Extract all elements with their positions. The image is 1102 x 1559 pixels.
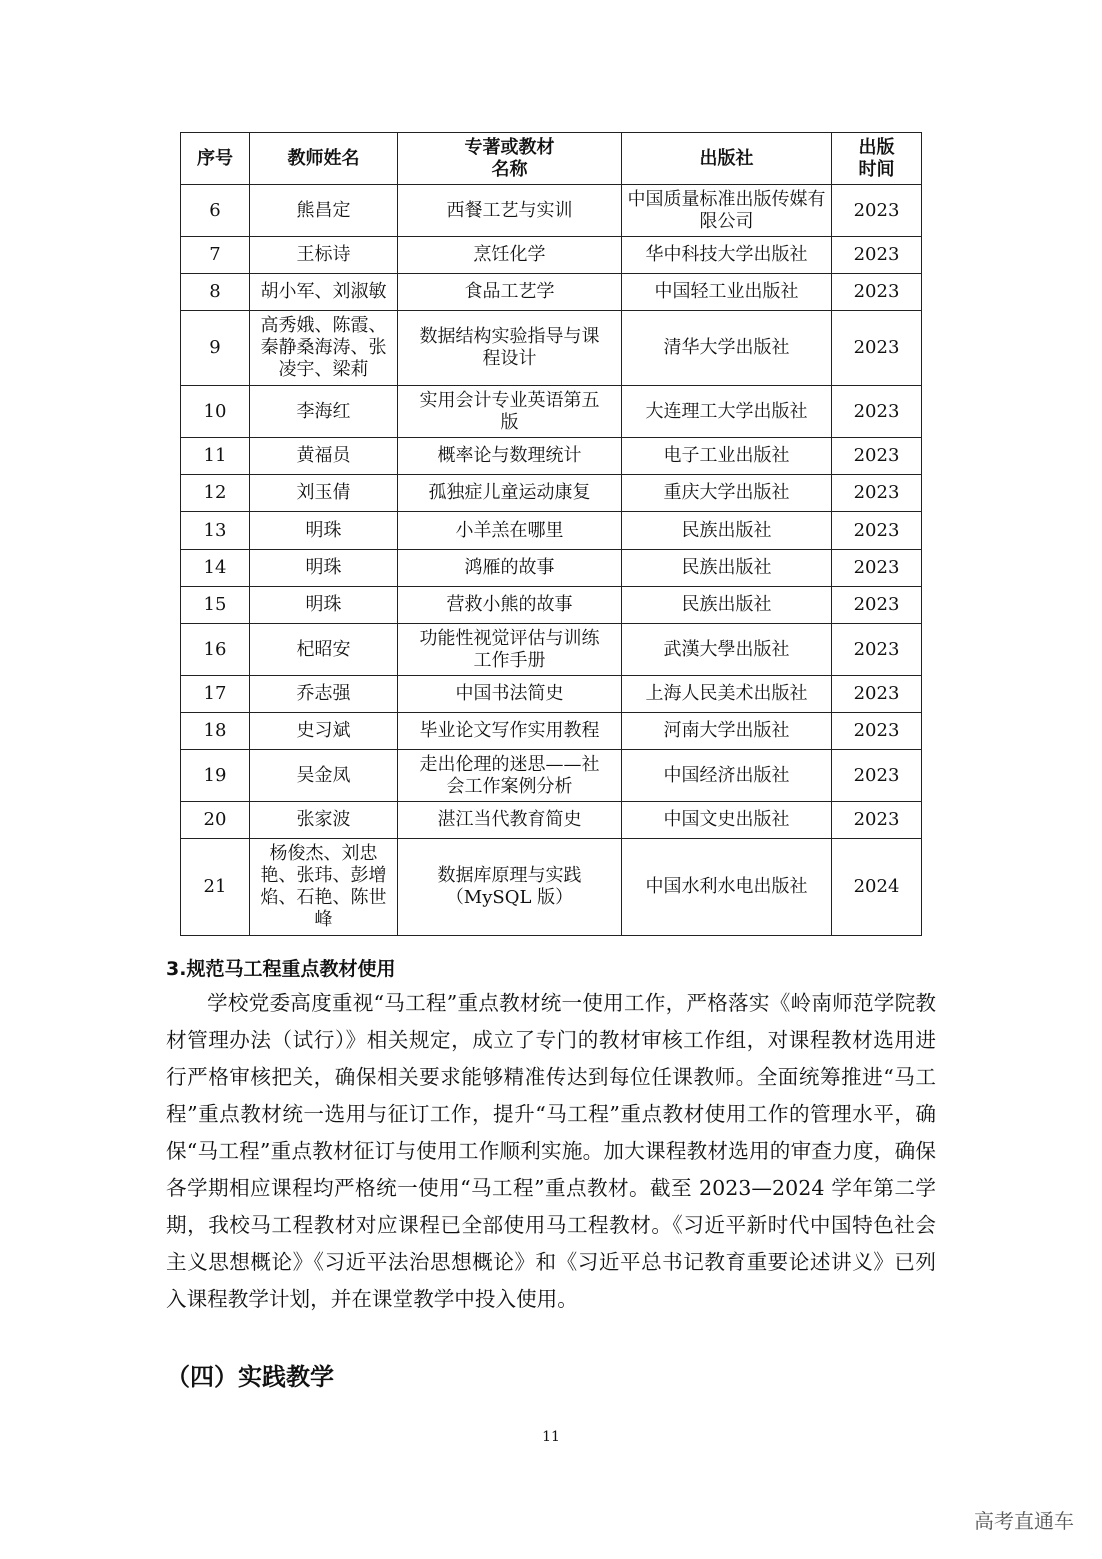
cell-teacher — [250, 750, 398, 802]
cell-number: 13 — [181, 512, 250, 550]
cell-title — [398, 274, 622, 311]
cell-year: 2023 — [832, 676, 922, 713]
cell-publisher — [622, 624, 832, 676]
cell-year: 2023 — [832, 438, 922, 475]
cell-year: 2023 — [832, 274, 922, 311]
cell-number: 9 — [181, 311, 250, 386]
table-row — [181, 750, 922, 802]
cell-title — [398, 438, 622, 475]
cell-publisher-line: 中国经济出版社 — [663, 764, 790, 786]
section-subheading: （四）实践教学 — [166, 1363, 334, 1391]
header-teacher: 教师姓名 — [250, 133, 398, 185]
cell-number: 21 — [181, 839, 250, 936]
cell-number: 12 — [181, 475, 250, 512]
cell-title-line: 湛江当代教育简史 — [437, 809, 582, 830]
table-row — [181, 237, 922, 274]
cell-title-line: 孤独症儿童运动康复 — [428, 482, 591, 503]
cell-publisher — [622, 274, 832, 311]
textbook-table — [180, 132, 922, 936]
cell-title — [398, 512, 622, 550]
cell-teacher-line: 明珠 — [305, 557, 342, 578]
table-row — [181, 274, 922, 311]
cell-title — [398, 386, 622, 438]
cell-year: 2023 — [832, 750, 922, 802]
cell-publisher-line: 电子工业出版社 — [663, 445, 790, 466]
cell-number: 18 — [181, 713, 250, 750]
cell-publisher — [622, 839, 832, 936]
cell-title-line: 功能性视觉评估与训练 — [419, 627, 600, 649]
cell-publisher — [622, 185, 832, 237]
cell-number: 19 — [181, 750, 250, 802]
cell-number: 7 — [181, 237, 250, 274]
cell-number: 15 — [181, 587, 250, 624]
table-row — [181, 386, 922, 438]
cell-teacher — [250, 624, 398, 676]
cell-teacher — [250, 237, 398, 274]
cell-publisher-line: 中国轻工业出版社 — [654, 281, 799, 302]
cell-year: 2023 — [832, 802, 922, 839]
cell-year: 2023 — [832, 475, 922, 512]
cell-number: 8 — [181, 274, 250, 311]
cell-number: 6 — [181, 185, 250, 237]
cell-year: 2023 — [832, 386, 922, 438]
cell-title — [398, 311, 622, 386]
cell-title — [398, 713, 622, 750]
cell-publisher — [622, 237, 832, 274]
cell-year: 2023 — [832, 237, 922, 274]
table-header-row — [181, 133, 922, 185]
cell-title — [398, 624, 622, 676]
table-row — [181, 713, 922, 750]
cell-teacher — [250, 713, 398, 750]
cell-teacher-line: 焰、石艳、陈世 — [260, 887, 387, 908]
table-row — [181, 839, 922, 936]
table-row — [181, 587, 922, 624]
cell-title-line: （MySQL 版） — [445, 887, 574, 908]
cell-teacher — [250, 438, 398, 475]
cell-teacher — [250, 587, 398, 624]
cell-title-line: 会工作案例分析 — [446, 775, 573, 797]
cell-title-line: 数据库原理与实践 — [437, 865, 582, 886]
cell-teacher-line: 吴金凤 — [296, 764, 351, 786]
table-row — [181, 512, 922, 550]
cell-publisher-line: 限公司 — [699, 210, 754, 232]
cell-teacher — [250, 311, 398, 386]
header-title: 专著或教材 名称 — [398, 133, 622, 185]
cell-title — [398, 587, 622, 624]
cell-teacher-line: 明珠 — [305, 594, 342, 615]
cell-publisher-line: 河南大学出版社 — [663, 720, 790, 741]
cell-teacher-line: 黄福员 — [296, 445, 351, 466]
table-row — [181, 438, 922, 475]
cell-title — [398, 237, 622, 274]
cell-publisher-line: 中国质量标准出版传媒有 — [627, 188, 826, 210]
cell-publisher-line: 民族出版社 — [681, 519, 772, 541]
cell-title-line: 毕业论文写作实用教程 — [419, 720, 600, 741]
cell-publisher-line: 大连理工大学出版社 — [645, 400, 808, 422]
cell-year: 2024 — [832, 839, 922, 936]
cell-title-line: 版 — [500, 411, 519, 433]
cell-number: 11 — [181, 438, 250, 475]
cell-year: 2023 — [832, 185, 922, 237]
table-row — [181, 475, 922, 512]
cell-year: 2023 — [832, 713, 922, 750]
cell-title — [398, 802, 622, 839]
cell-teacher-line: 张家波 — [296, 809, 351, 830]
cell-number: 16 — [181, 624, 250, 676]
cell-teacher-line: 胡小军、刘淑敏 — [260, 281, 387, 302]
cell-title — [398, 475, 622, 512]
cell-publisher-line: 民族出版社 — [681, 557, 772, 578]
table-row — [181, 624, 922, 676]
cell-teacher-line: 艳、张玮、彭增 — [260, 865, 387, 886]
cell-title-line: 食品工艺学 — [464, 281, 555, 302]
cell-title — [398, 839, 622, 936]
page-number: 11 — [542, 1429, 560, 1445]
cell-publisher — [622, 475, 832, 512]
cell-number: 10 — [181, 386, 250, 438]
cell-teacher-line: 秦静桑海涛、张 — [260, 337, 387, 358]
table-row — [181, 550, 922, 587]
cell-title — [398, 676, 622, 713]
cell-teacher-line: 熊昌定 — [296, 199, 351, 221]
cell-teacher-line: 刘玉倩 — [296, 482, 351, 503]
cell-title-line: 西餐工艺与实训 — [446, 199, 573, 221]
cell-publisher-line: 中国水利水电出版社 — [645, 876, 808, 897]
cell-title — [398, 750, 622, 802]
table-row — [181, 185, 922, 237]
cell-publisher-line: 上海人民美术出版社 — [645, 683, 808, 704]
cell-teacher-line: 杞昭安 — [296, 638, 351, 660]
cell-title-line: 程设计 — [482, 348, 537, 369]
cell-title-line: 营救小熊的故事 — [446, 594, 573, 615]
header-year: 出版 时间 — [832, 133, 922, 185]
cell-teacher-line: 王标诗 — [296, 244, 351, 265]
table-body — [181, 185, 922, 936]
cell-teacher — [250, 475, 398, 512]
cell-title-line: 工作手册 — [473, 649, 546, 671]
cell-publisher — [622, 713, 832, 750]
cell-teacher-line: 高秀娥、陈霞、 — [260, 315, 387, 336]
cell-teacher — [250, 185, 398, 237]
cell-teacher-line: 明珠 — [305, 519, 342, 541]
cell-teacher-line: 凌宇、梁莉 — [278, 359, 369, 380]
header-number: 序号 — [181, 133, 250, 185]
cell-title — [398, 550, 622, 587]
cell-publisher-line: 清华大学出版社 — [663, 337, 790, 358]
cell-year: 2023 — [832, 311, 922, 386]
cell-title-line: 烹饪化学 — [473, 244, 546, 265]
cell-publisher-line: 重庆大学出版社 — [663, 482, 790, 503]
header-publisher: 出版社 — [622, 133, 832, 185]
cell-publisher — [622, 550, 832, 587]
cell-teacher — [250, 512, 398, 550]
cell-teacher — [250, 550, 398, 587]
cell-teacher-line: 史习斌 — [296, 720, 351, 741]
cell-publisher-line: 武漢大學出版社 — [663, 638, 790, 660]
cell-publisher — [622, 438, 832, 475]
cell-title-line: 数据结构实验指导与课 — [419, 326, 600, 347]
cell-publisher-line: 中国文史出版社 — [663, 809, 790, 830]
table-row — [181, 311, 922, 386]
cell-title-line: 小羊羔在哪里 — [455, 519, 564, 541]
cell-title-line: 实用会计专业英语第五 — [419, 389, 600, 411]
cell-publisher — [622, 311, 832, 386]
section-heading: 3.规范马工程重点教材使用 — [166, 958, 396, 980]
cell-teacher — [250, 386, 398, 438]
cell-number: 17 — [181, 676, 250, 713]
body-paragraph: 学校党委高度重视“马工程”重点教材统一使用工作，严格落实《岭南师范学院教材管理办法（试行）》相关规定，成立了专门的教材审核工作组，对课程教材选用进行严格审核把关，确保相关要求能够精准传达到每位任课教师。全面统筹推进“马工程”重点教材统一选用与征订工作，提升“马工程”重点教材使用工作的管理水平，确保“马工程”重点教材征订与使用工作顺利实施。加大课程教材选用的审查力度，确保各学期相应课程均严格统一使用“马工程”重点教材。截至 2023—2024 学年第二学期，我校马工程教材对应课程已全部使用马工程教材。《习近平新时代中国特色社会主义思想概论》《习近平法治思想概论》和《习近平总书记教育重要论述讲义》已列入课程教学计划，并在课堂教学中投入使用。 — [166, 991, 936, 1311]
cell-publisher — [622, 676, 832, 713]
cell-year: 2023 — [832, 624, 922, 676]
cell-title — [398, 185, 622, 237]
cell-publisher — [622, 750, 832, 802]
cell-number: 20 — [181, 802, 250, 839]
cell-teacher-line: 杨俊杰、刘忠 — [269, 843, 378, 864]
cell-year: 2023 — [832, 550, 922, 587]
cell-title-line: 走出伦理的迷思——社 — [419, 753, 600, 775]
cell-teacher — [250, 802, 398, 839]
cell-publisher — [622, 802, 832, 839]
cell-teacher — [250, 676, 398, 713]
cell-title-line: 概率论与数理统计 — [437, 445, 582, 466]
cell-title-line: 中国书法简史 — [455, 683, 564, 704]
cell-publisher-line: 华中科技大学出版社 — [645, 244, 808, 265]
cell-year: 2023 — [832, 512, 922, 550]
cell-teacher-line: 李海红 — [296, 400, 351, 422]
cell-publisher — [622, 512, 832, 550]
cell-number: 14 — [181, 550, 250, 587]
cell-publisher — [622, 587, 832, 624]
cell-teacher-line: 乔志强 — [296, 683, 351, 704]
cell-teacher-line: 峰 — [314, 909, 333, 930]
cell-teacher — [250, 274, 398, 311]
cell-publisher — [622, 386, 832, 438]
watermark: 高考直通车 — [974, 1509, 1074, 1533]
cell-title-line: 鸿雁的故事 — [464, 557, 555, 578]
cell-year: 2023 — [832, 587, 922, 624]
table-row — [181, 676, 922, 713]
cell-teacher — [250, 839, 398, 936]
table-row — [181, 802, 922, 839]
cell-publisher-line: 民族出版社 — [681, 594, 772, 615]
